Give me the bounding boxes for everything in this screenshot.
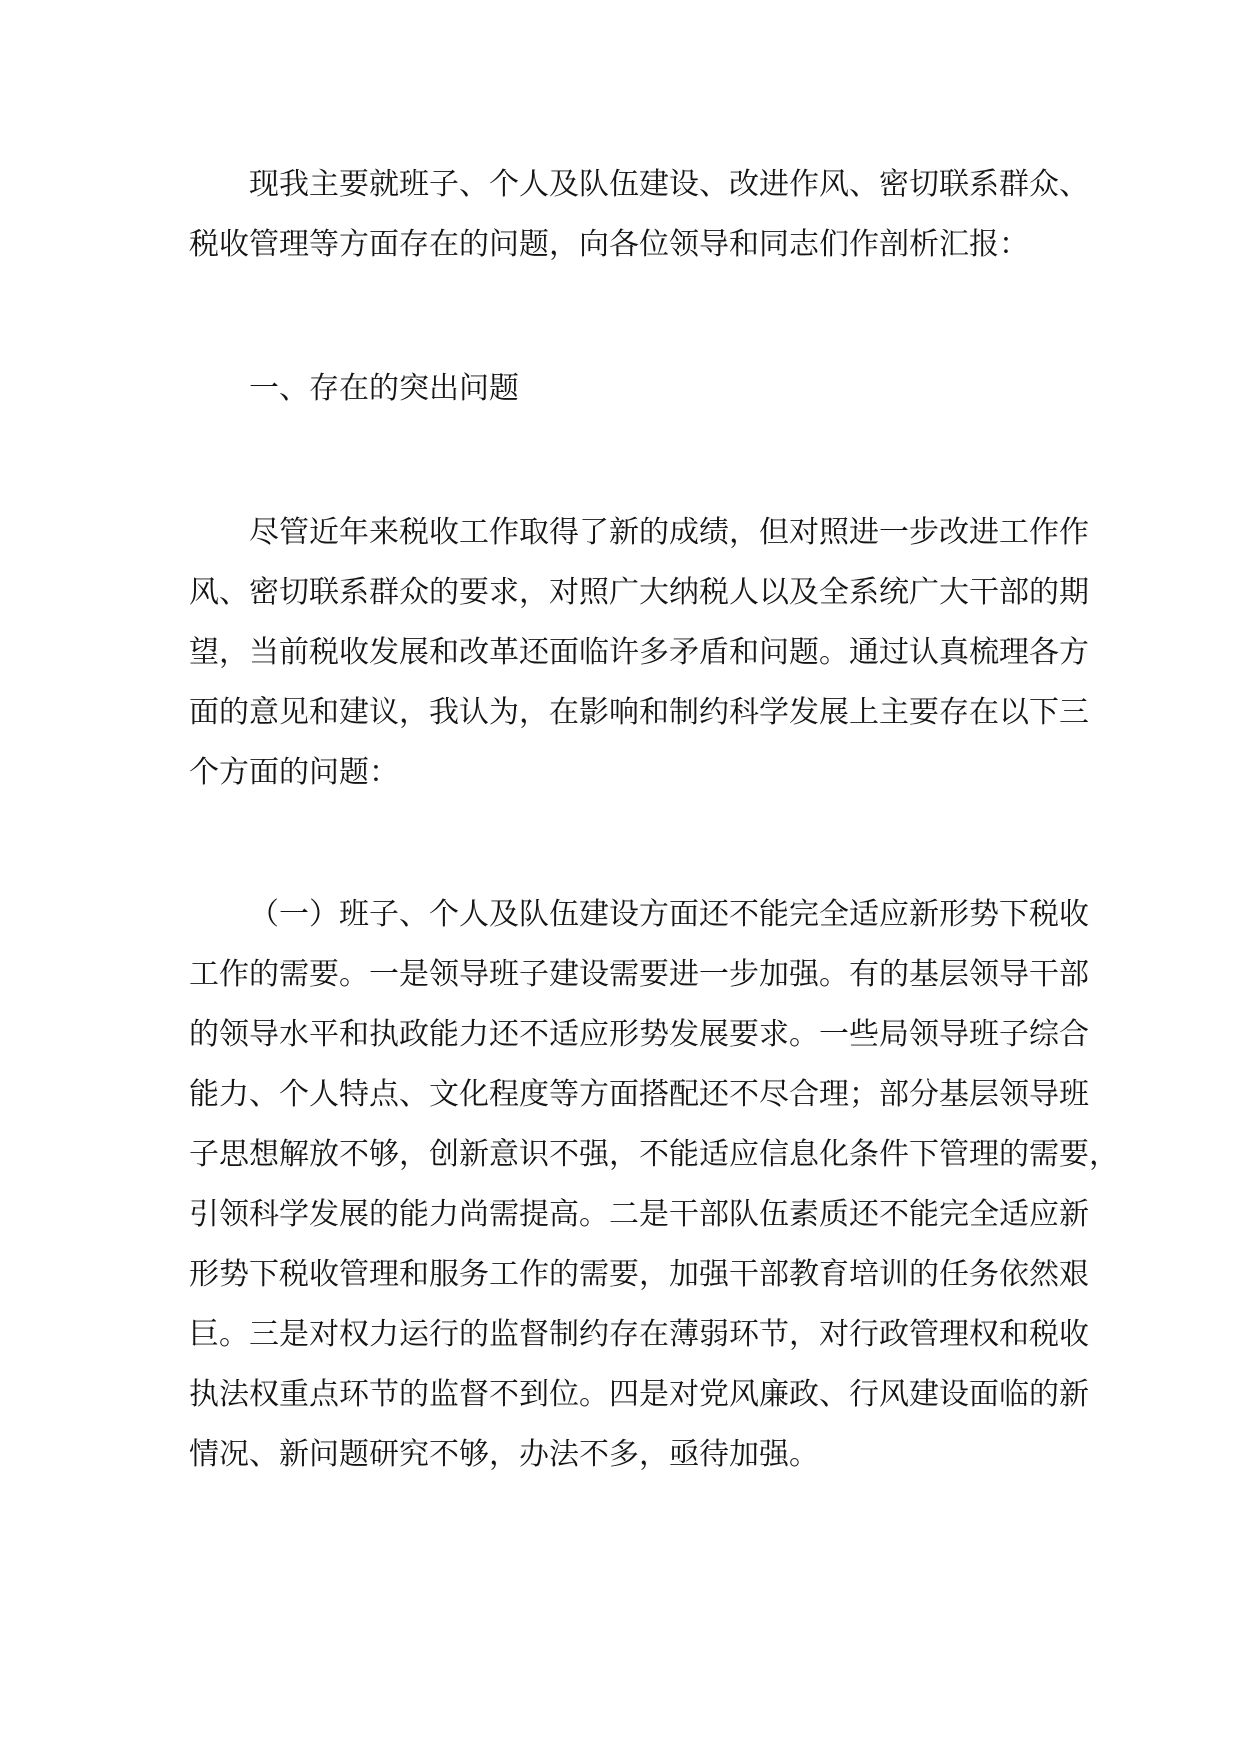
paragraph-line: 巨。三是对权力运行的监督制约存在薄弱环节，对行政管理权和税收	[189, 1317, 1089, 1352]
paragraph-line: 能力、个人特点、文化程度等方面搭配还不尽合理；部分基层领导班	[189, 1077, 1089, 1112]
paragraph-line: （一）班子、个人及队伍建设方面还不能完全适应新形势下税收	[249, 897, 1089, 932]
paragraph-line: 风、密切联系群众的要求，对照广大纳税人以及全系统广大干部的期	[189, 575, 1089, 610]
paragraph-line: 形势下税收管理和服务工作的需要，加强干部教育培训的任务依然艰	[189, 1257, 1089, 1292]
paragraph-spacer	[189, 803, 1069, 885]
paragraph-line: 工作的需要。一是领导班子建设需要进一步加强。有的基层领导干部	[189, 957, 1089, 992]
paragraph-line: 引领科学发展的能力尚需提高。二是干部队伍素质还不能完全适应新	[189, 1197, 1089, 1232]
paragraph-line: 的领导水平和执政能力还不适应形势发展要求。一些局领导班子综合	[189, 1017, 1089, 1052]
paragraph-team-building	[189, 885, 1119, 1485]
section-heading-text: 一、存在的突出问题	[249, 371, 519, 406]
paragraph-line: 税收管理等方面存在的问题，向各位领导和同志们作剖析汇报：	[189, 227, 1029, 262]
paragraph-overview	[189, 503, 1089, 803]
paragraph-spacer	[189, 419, 1069, 503]
paragraph-line: 执法权重点环节的监督不到位。四是对党风廉政、行风建设面临的新	[189, 1377, 1089, 1412]
paragraph-line: 子思想解放不够，创新意识不强，不能适应信息化条件下管理的需要，	[189, 1137, 1119, 1172]
paragraph-line: 现我主要就班子、个人及队伍建设、改进作风、密切联系群众、	[249, 167, 1089, 202]
paragraph-line: 面的意见和建议，我认为，在影响和制约科学发展上主要存在以下三	[189, 695, 1089, 730]
paragraph-intro	[189, 155, 1089, 275]
paragraph-line: 望，当前税收发展和改革还面临许多矛盾和问题。通过认真梳理各方	[189, 635, 1089, 670]
section-heading	[189, 359, 1069, 419]
document-body	[189, 155, 1119, 1485]
paragraph-line: 个方面的问题：	[189, 755, 399, 790]
paragraph-line: 情况、新问题研究不够，办法不多，亟待加强。	[189, 1437, 819, 1472]
paragraph-line: 尽管近年来税收工作取得了新的成绩，但对照进一步改进工作作	[249, 515, 1089, 550]
paragraph-spacer	[189, 275, 1069, 359]
